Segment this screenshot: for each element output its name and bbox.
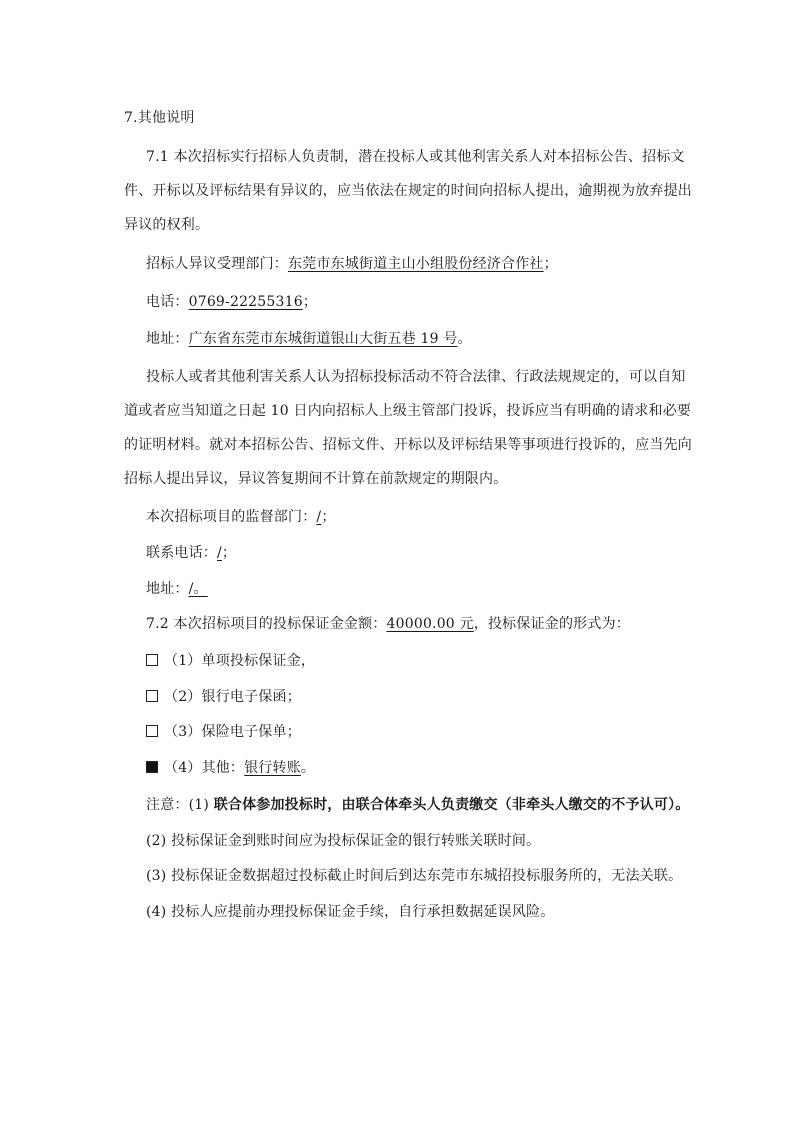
deposit-option-1 bbox=[146, 652, 315, 670]
objection-phone-line bbox=[146, 293, 317, 311]
objection-dept-end: ； bbox=[543, 256, 558, 272]
deposit-amount: 40000.00 元 bbox=[386, 616, 474, 632]
objection-dept-line bbox=[146, 255, 558, 273]
deposit-option-4-text: （4）其他： bbox=[164, 760, 245, 776]
complaint-line-1: 投标人或者其他利害关系人认为招标投标活动不符合法律、行政法规规定的，可以自知 bbox=[146, 369, 686, 385]
complaint-line-2: 道或者应当知道之日起 10 日内向招标人上级主管部门投诉，投诉应当有明确的请求和必要 bbox=[124, 403, 692, 419]
supervision-address-label: 地址： bbox=[146, 581, 189, 597]
paragraph-7-1-line-2: 件、开标以及评标结果有异议的，应当依法在规定的时间向招标人提出，逾期视为放弃提出 bbox=[124, 183, 692, 199]
paragraph-7-1-line-1: 7.1 本次招标实行招标人负责制，潜在投标人或其他利害关系人对本招标公告、招标文 bbox=[146, 149, 685, 165]
deposit-option-4-end: 。 bbox=[300, 760, 316, 776]
supervision-phone-end: ； bbox=[221, 545, 237, 561]
supervision-address-line bbox=[146, 580, 208, 598]
objection-address-line bbox=[146, 330, 472, 348]
objection-dept-label: 招标人异议受理部门： bbox=[146, 256, 288, 272]
note-3-line: (3) 投标保证金数据超过投标截止时间后到达东莞市东城招投标服务所的，无法关联。 bbox=[146, 868, 683, 884]
paragraph-7-2-line bbox=[146, 615, 630, 633]
note-1-text: 联合体参加投标时，由联合体牵头人负责缴交（非牵头人缴交的不予认可）。 bbox=[213, 797, 690, 813]
complaint-line-4: 招标人提出异议，异议答复期间不计算在前款规定的期限内。 bbox=[124, 471, 508, 487]
supervision-phone-line bbox=[146, 544, 236, 562]
checkbox-unchecked-icon bbox=[146, 690, 158, 702]
objection-phone-value: 0769-22255316 bbox=[188, 294, 303, 310]
objection-address-value: 广东省东莞市东城街道银山大街五巷 19 号 bbox=[188, 331, 458, 347]
deposit-option-4-value: 银行转账 bbox=[244, 760, 301, 776]
note-2-line: (2) 投标保证金到账时间应为投标保证金的银行转账关联时间。 bbox=[146, 833, 541, 849]
supervision-phone-label: 联系电话： bbox=[146, 545, 217, 561]
note-1-line bbox=[146, 796, 690, 814]
supervision-address-value: /。 bbox=[188, 581, 208, 597]
section-title: 7.其他说明 bbox=[124, 110, 195, 126]
objection-phone-label: 电话： bbox=[146, 294, 189, 310]
deposit-suffix: ，投标保证金的形式为： bbox=[473, 616, 630, 632]
deposit-option-2-text: （2）银行电子保函； bbox=[164, 689, 301, 705]
supervision-dept-value: / bbox=[316, 509, 322, 525]
checkbox-checked-icon bbox=[146, 761, 158, 773]
deposit-option-1-text: （1）单项投标保证金， bbox=[164, 653, 316, 669]
objection-address-label: 地址： bbox=[146, 331, 189, 347]
supervision-phone-value: / bbox=[217, 545, 222, 561]
objection-address-end: 。 bbox=[457, 331, 472, 347]
deposit-option-2 bbox=[146, 688, 301, 706]
checkbox-unchecked-icon bbox=[146, 725, 158, 737]
objection-dept-value: 东莞市东城街道主山小组股份经济合作社 bbox=[288, 256, 544, 272]
complaint-line-3: 的证明材料。就对本招标公告、招标文件、开标以及评标结果等事项进行投诉的，应当先向 bbox=[124, 437, 692, 453]
deposit-option-3-text: （3）保险电子保单； bbox=[164, 724, 301, 740]
note-4-line: (4) 投标人应提前办理投标保证金手续，自行承担数据延误风险。 bbox=[146, 904, 555, 920]
supervision-dept-label: 本次招标项目的监督部门： bbox=[146, 509, 317, 525]
deposit-option-3 bbox=[146, 723, 301, 741]
deposit-prefix: 7.2 本次招标项目的投标保证金金额： bbox=[146, 616, 387, 632]
supervision-dept-line bbox=[146, 508, 336, 526]
objection-phone-end: ； bbox=[302, 294, 318, 310]
supervision-dept-end: ； bbox=[321, 509, 336, 525]
checkbox-unchecked-icon bbox=[146, 654, 158, 666]
deposit-option-4 bbox=[146, 759, 315, 777]
paragraph-7-1-line-3: 异议的权利。 bbox=[124, 217, 210, 233]
note-1-label: 注意：(1) bbox=[146, 797, 214, 813]
